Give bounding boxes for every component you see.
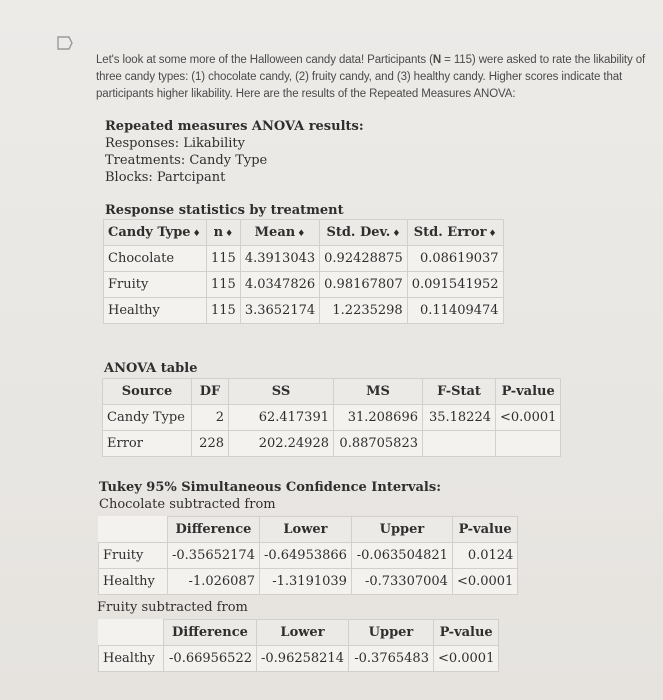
row-label: Error: [103, 431, 192, 457]
summary-treatments: Treatments: Candy Type: [105, 153, 268, 168]
column-header-difference: Difference: [164, 620, 257, 646]
column-header-difference: Difference: [168, 517, 260, 543]
cell-mean: 4.3913043: [240, 246, 319, 272]
cell-std-error: 0.08619037: [407, 246, 503, 272]
sort-icon[interactable]: ♦: [297, 229, 306, 239]
cell-p-value: <0.0001: [433, 646, 498, 672]
cell-n: 115: [207, 246, 241, 272]
row-label: Chocolate: [104, 246, 207, 272]
anova-summary: [105, 118, 364, 186]
table-row: [103, 405, 561, 431]
cell-std-dev: 1.2235298: [320, 298, 408, 324]
cell-p-value: [496, 431, 561, 457]
column-header-std-dev[interactable]: Std. Dev. ♦: [320, 220, 408, 246]
cell-p-value: 0.0124: [452, 543, 517, 569]
cell-f-stat: 35.18224: [423, 405, 496, 431]
column-header-p-value: P-value: [452, 517, 517, 543]
cell-f-stat: [423, 431, 496, 457]
summary-blocks: Blocks: Partcipant: [105, 170, 226, 185]
column-header-candy-type[interactable]: Candy Type ♦: [104, 220, 207, 246]
cell-p-value: <0.0001: [496, 405, 561, 431]
sort-icon[interactable]: ♦: [392, 229, 401, 239]
cell-upper: -0.3765483: [348, 646, 433, 672]
tukey-sub-fruity: Fruity subtracted from: [97, 600, 248, 615]
cell-lower: -0.64953866: [259, 543, 351, 569]
column-header-lower: Lower: [259, 517, 351, 543]
cell-difference: -0.66956522: [164, 646, 257, 672]
column-header-ms: MS: [334, 379, 423, 405]
row-label: Healthy: [99, 646, 164, 672]
sort-icon[interactable]: ♦: [192, 229, 201, 239]
cell-ss: 62.417391: [229, 405, 334, 431]
flag-icon[interactable]: [56, 36, 74, 50]
table-row: [104, 298, 504, 324]
tukey-table-chocolate: [98, 516, 518, 595]
table-row: [103, 431, 561, 457]
cell-n: 115: [207, 298, 241, 324]
empty-corner: [99, 517, 168, 543]
n-symbol: N: [432, 54, 442, 66]
table-row: [104, 246, 504, 272]
response-stats-caption: Response statistics by treatment: [105, 203, 344, 218]
cell-std-error: 0.11409474: [407, 298, 503, 324]
cell-difference: -0.35652174: [168, 543, 260, 569]
summary-responses: Responses: Likability: [105, 136, 246, 151]
cell-lower: -1.3191039: [259, 569, 351, 595]
column-header-upper: Upper: [351, 517, 452, 543]
empty-corner: [99, 620, 164, 646]
row-label: Healthy: [104, 298, 207, 324]
cell-mean: 4.0347826: [240, 272, 319, 298]
tukey-caption: Tukey 95% Simultaneous Confidence Intervals:: [99, 480, 441, 495]
row-label: Healthy: [99, 569, 168, 595]
intro-paragraph: Let's look at some more of the Halloween candy data! Participants (N = 115) were asked to rate the likability of three candy types: (1) chocolate candy, (2) fruity candy, and (3) healthy candy. Higher scores indicate that participants higher likability. Here are the results of the Repeated Measures ANOVA:: [96, 54, 646, 100]
cell-difference: -1.026087: [168, 569, 260, 595]
cell-ms: 0.88705823: [334, 431, 423, 457]
cell-df: 2: [192, 405, 229, 431]
column-header-p-value: P-value: [496, 379, 561, 405]
table-row: [99, 646, 499, 672]
column-header-p-value: P-value: [433, 620, 498, 646]
row-label: Fruity: [104, 272, 207, 298]
cell-ss: 202.24928: [229, 431, 334, 457]
table-row: [99, 569, 518, 595]
cell-df: 228: [192, 431, 229, 457]
cell-lower: -0.96258214: [257, 646, 349, 672]
column-header-mean[interactable]: Mean ♦: [240, 220, 319, 246]
tukey-sub-chocolate: Chocolate subtracted from: [99, 497, 276, 512]
cell-std-error: 0.091541952: [407, 272, 503, 298]
cell-std-dev: 0.98167807: [320, 272, 408, 298]
column-header-std-error[interactable]: Std. Error ♦: [407, 220, 503, 246]
tukey-table-fruity: [98, 619, 499, 672]
column-header-f-stat: F-Stat: [423, 379, 496, 405]
summary-title: Repeated measures ANOVA results:: [105, 119, 364, 134]
cell-p-value: <0.0001: [452, 569, 517, 595]
cell-upper: -0.063504821: [351, 543, 452, 569]
table-row: [99, 543, 518, 569]
anova-table: [102, 378, 561, 457]
cell-n: 115: [207, 272, 241, 298]
sort-icon[interactable]: ♦: [488, 229, 497, 239]
table-row: [104, 272, 504, 298]
column-header-ss: SS: [229, 379, 334, 405]
column-header-lower: Lower: [257, 620, 349, 646]
anova-caption: ANOVA table: [104, 361, 198, 376]
cell-mean: 3.3652174: [240, 298, 319, 324]
row-label: Candy Type: [103, 405, 192, 431]
column-header-df: DF: [192, 379, 229, 405]
tukey-section: [99, 479, 441, 513]
column-header-n[interactable]: n ♦: [207, 220, 241, 246]
column-header-upper: Upper: [348, 620, 433, 646]
column-header-source: Source: [103, 379, 192, 405]
cell-upper: -0.73307004: [351, 569, 452, 595]
row-label: Fruity: [99, 543, 168, 569]
cell-ms: 31.208696: [334, 405, 423, 431]
response-stats-table: [103, 219, 504, 324]
cell-std-dev: 0.92428875: [320, 246, 408, 272]
sort-icon[interactable]: ♦: [225, 229, 234, 239]
